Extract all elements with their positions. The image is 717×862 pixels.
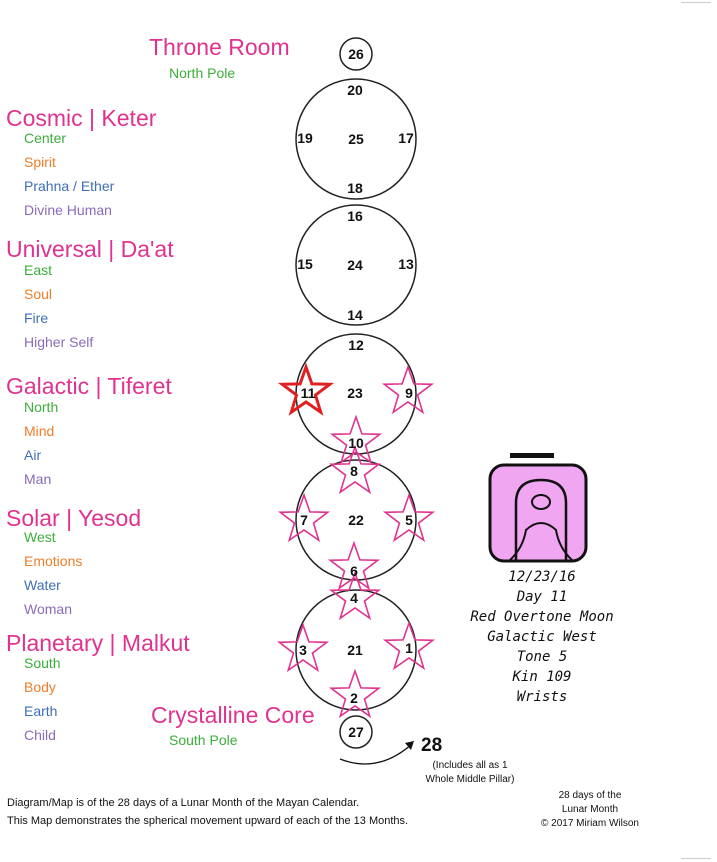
- footer-line: This Map demonstrates the spherical movement upward of each of the 13 Months.: [7, 815, 409, 827]
- level-item: Water: [24, 577, 61, 593]
- node-number: 16: [347, 208, 363, 224]
- level-title-crystalline-core: Crystalline Core: [151, 702, 315, 728]
- node-number: 5: [405, 512, 413, 528]
- mayan-glyph-icon: [490, 453, 586, 561]
- level-item: Divine Human: [24, 202, 112, 218]
- level-item: Soul: [24, 286, 53, 302]
- node-number: 9: [405, 385, 413, 401]
- node-28: 28: [421, 735, 443, 756]
- footer-credit-line: 28 days of the: [558, 790, 622, 801]
- level-item: North Pole: [169, 65, 236, 81]
- level-title-throne-room: Throne Room: [149, 34, 290, 60]
- note-28-line: Whole Middle Pillar): [425, 774, 515, 785]
- level-title-solar: Solar | Yesod: [6, 505, 142, 531]
- node-number: 12: [348, 337, 364, 353]
- node-number: 22: [348, 512, 364, 528]
- node-number: 11: [300, 385, 316, 401]
- level-item: Air: [24, 447, 42, 463]
- node-number: 7: [300, 512, 308, 528]
- node-number: 20: [347, 82, 363, 98]
- node-27: 27: [348, 724, 364, 740]
- footer-credit-line: Lunar Month: [561, 804, 619, 815]
- node-number: 4: [350, 590, 358, 606]
- node-number: 3: [299, 642, 307, 658]
- level-title-planetary: Planetary | Malkut: [6, 630, 190, 656]
- day-info-date: 12/23/16: [508, 569, 576, 585]
- footer-line: Diagram/Map is of the 28 days of a Lunar Month of the Mayan Calendar.: [7, 797, 360, 809]
- level-item: Fire: [24, 310, 49, 326]
- node-number: 2: [350, 690, 358, 706]
- day-info-day: Day 11: [516, 589, 568, 605]
- day-info-direction: Galactic West: [487, 629, 597, 645]
- node-number: 10: [348, 435, 364, 451]
- level-item: West: [24, 529, 56, 545]
- level-item: Emotions: [24, 553, 83, 569]
- node-number: 6: [350, 563, 358, 579]
- node-number: 13: [398, 256, 414, 272]
- day-info-kin: Kin 109: [512, 669, 572, 685]
- level-item: Mind: [24, 423, 55, 439]
- footer-credit-line: © 2017 Miriam Wilson: [541, 818, 639, 829]
- level-title-universal: Universal | Da'at: [6, 236, 174, 262]
- level-title-galactic: Galactic | Tiferet: [6, 373, 172, 399]
- node-number: 15: [297, 256, 313, 272]
- level-item: South: [24, 655, 61, 671]
- day-info-name: Red Overtone Moon: [470, 609, 614, 625]
- node-number: 8: [350, 463, 358, 479]
- level-item: Woman: [24, 601, 72, 617]
- day-info-tone: Tone 5: [516, 649, 568, 665]
- node-number: 19: [297, 130, 313, 146]
- footer-credit: [530, 789, 650, 831]
- node-number: 17: [398, 130, 414, 146]
- level-item: Center: [24, 130, 67, 146]
- node-number: 21: [347, 642, 363, 658]
- day-info-body: Wrists: [516, 689, 568, 705]
- level-item: Body: [24, 679, 56, 695]
- node-number: 14: [347, 307, 363, 323]
- node-number: 1: [405, 640, 413, 656]
- level-item: Earth: [24, 703, 58, 719]
- level-item: Spirit: [24, 154, 56, 170]
- footer-description: [7, 794, 408, 830]
- node-number: 23: [347, 385, 363, 401]
- node-number: 18: [347, 180, 363, 196]
- level-item: East: [24, 262, 53, 278]
- node-26: 26: [348, 46, 364, 62]
- level-title-cosmic: Cosmic | Keter: [6, 105, 157, 131]
- node-number: 25: [348, 131, 364, 147]
- level-item: North: [24, 399, 59, 415]
- level-item: Man: [24, 471, 52, 487]
- note-28: [411, 759, 529, 787]
- note-28-line: (Includes all as 1: [432, 760, 508, 771]
- level-item: Higher Self: [24, 334, 94, 350]
- node-number: 24: [347, 257, 363, 273]
- level-item: Child: [24, 727, 56, 743]
- level-item: Prahna / Ether: [24, 178, 115, 194]
- day-info: [451, 567, 633, 707]
- level-item: South Pole: [169, 732, 238, 748]
